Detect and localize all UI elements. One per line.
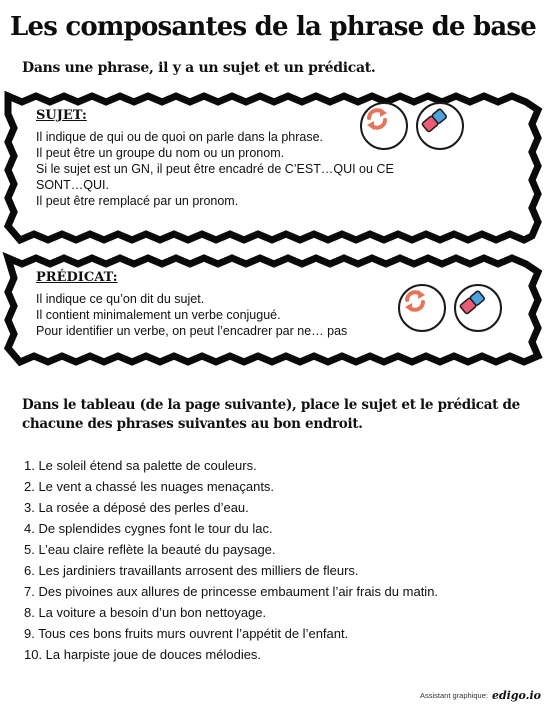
predicat-box — [0, 250, 546, 370]
sujet-box — [0, 88, 546, 248]
predicat-heading: PRÉDICAT: — [36, 270, 118, 285]
sujet-line: SONT…QUI. — [36, 178, 109, 192]
footer-label: Assistant graphique: — [420, 691, 488, 700]
eraser-icon — [454, 284, 502, 332]
replace-arrows-icon — [360, 102, 408, 150]
sujet-line: Si le sujet est un GN, il peut être encadré de C’EST…QUI ou CE — [36, 162, 394, 176]
list-item: 1. Le soleil étend sa palette de couleurs. — [24, 458, 257, 473]
list-item: 6. Les jardiniers travaillants arrosent des milliers de fleurs. — [24, 563, 359, 578]
intro-text: Dans une phrase, il y a un sujet et un prédicat. — [22, 60, 376, 76]
footer-credit — [420, 689, 541, 702]
list-item: 7. Des pivoines aux allures de princesse embaument l’air frais du matin. — [24, 584, 439, 599]
instruction-text: Dans le tableau (de la page suivante), place le sujet et le prédicat de chacune des phrases suivantes au bon endroit. — [22, 397, 520, 432]
predicat-line: Il indique ce qu’on dit du sujet. — [36, 292, 205, 306]
predicat-line: Pour identifier un verbe, on peut l’encadrer par ne… pas — [36, 324, 348, 338]
list-item: 8. La voiture a besoin d’un bon nettoyage. — [24, 605, 267, 620]
footer-brand: edigo.io — [491, 689, 542, 702]
replace-arrows-icon — [398, 284, 446, 332]
sujet-heading: SUJET: — [36, 108, 87, 123]
list-item: 3. La rosée a déposé des perles d’eau. — [24, 500, 249, 515]
page-title: Les composantes de la phrase de base — [10, 12, 536, 42]
eraser-icon — [416, 102, 464, 150]
sujet-line: Il peut être remplacé par un pronom. — [36, 194, 239, 208]
list-item: 4. De splendides cygnes font le tour du lac. — [24, 521, 273, 536]
sentence-list — [24, 455, 438, 665]
predicat-line: Il contient minimalement un verbe conjugué. — [36, 308, 281, 322]
list-item: 9. Tous ces bons fruits murs ouvrent l’appétit de l’enfant. — [24, 626, 349, 641]
list-item: 2. Le vent a chassé les nuages menaçants. — [24, 479, 275, 494]
sujet-line: Il indique de qui ou de quoi on parle dans la phrase. — [36, 130, 324, 144]
list-item: 10. La harpiste joue de douces mélodies. — [24, 647, 262, 662]
list-item: 5. L’eau claire reflète la beauté du paysage. — [24, 542, 276, 557]
sujet-line: Il peut être un groupe du nom ou un pronom. — [36, 146, 285, 160]
